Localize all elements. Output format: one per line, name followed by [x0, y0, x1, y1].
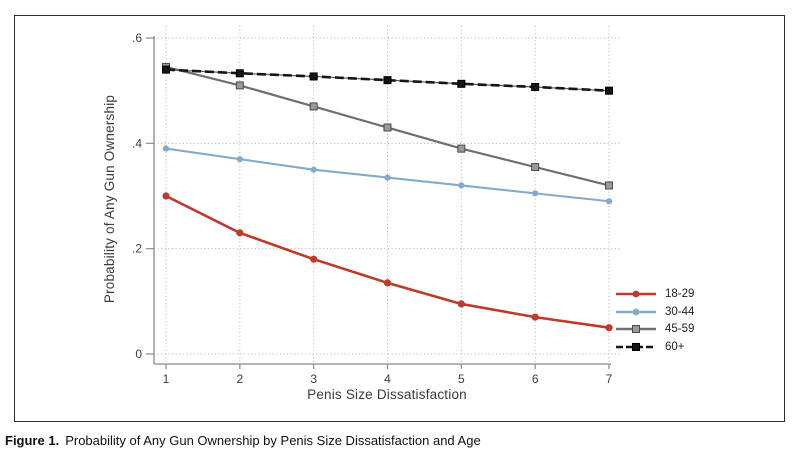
data-point	[606, 87, 613, 94]
x-tick-label: 4	[384, 372, 391, 386]
data-point	[237, 156, 243, 162]
figure-caption-text: Probability of Any Gun Ownership by Penis Size Dissatisfaction and Age	[65, 433, 481, 448]
figure-panel	[14, 15, 785, 422]
axes	[132, 31, 613, 386]
figure-caption	[5, 433, 795, 448]
data-point	[606, 182, 613, 189]
legend-label: 18-29	[665, 288, 695, 301]
y-tick-label: .2	[131, 241, 142, 256]
data-point	[605, 324, 612, 331]
data-point	[532, 314, 539, 321]
data-point	[162, 192, 169, 199]
data-point	[311, 167, 317, 173]
data-point	[532, 190, 538, 196]
x-tick-label: 5	[457, 372, 465, 386]
x-tick-label: 7	[605, 372, 613, 386]
data-point	[236, 82, 243, 89]
x-axis-title: Penis Size Dissatisfaction	[307, 387, 467, 402]
legend-marker	[633, 326, 640, 333]
data-point	[458, 300, 465, 307]
data-point	[163, 146, 169, 152]
legend-marker	[633, 291, 640, 298]
x-tick-label: 2	[236, 372, 244, 386]
data-point	[163, 66, 170, 73]
legend-line-sample	[615, 341, 657, 353]
legend-marker	[633, 308, 640, 315]
data-point	[458, 80, 465, 87]
legend-label: 60+	[665, 340, 685, 353]
data-point	[310, 103, 317, 110]
data-point	[532, 164, 539, 171]
data-point	[236, 229, 243, 236]
data-point	[606, 198, 612, 204]
data-point	[458, 145, 465, 152]
data-point	[310, 73, 317, 80]
legend-line-sample	[615, 306, 657, 318]
legend-item-45-59	[615, 322, 694, 337]
legend-item-18-29	[615, 287, 694, 302]
legend-item-30-44	[615, 305, 694, 320]
data-point	[236, 70, 243, 77]
data-point	[310, 256, 317, 263]
data-point	[384, 124, 391, 131]
legend-label: 30-44	[665, 305, 695, 318]
x-tick-label: 3	[310, 372, 318, 386]
y-axis-title: Probability of Any Gun Ownership	[102, 94, 117, 304]
data-point	[384, 77, 391, 84]
legend	[615, 287, 694, 354]
legend-line-sample	[615, 323, 657, 335]
y-tick-label: 0	[135, 347, 142, 361]
legend-line-sample	[615, 288, 657, 300]
legend-marker	[633, 343, 640, 350]
series-60plus	[163, 66, 613, 94]
y-tick-label: .4	[131, 136, 142, 151]
data-point	[458, 182, 464, 188]
x-tick-label: 6	[531, 372, 539, 386]
data-point	[384, 279, 391, 286]
line-chart	[15, 16, 786, 423]
y-tick-label: .6	[131, 31, 142, 45]
x-tick-label: 1	[162, 372, 170, 386]
figure-caption-label: Figure 1.	[5, 433, 60, 448]
data-point	[384, 174, 390, 180]
data-point	[532, 83, 539, 90]
legend-item-60plus	[615, 340, 694, 355]
legend-label: 45-59	[665, 323, 695, 336]
